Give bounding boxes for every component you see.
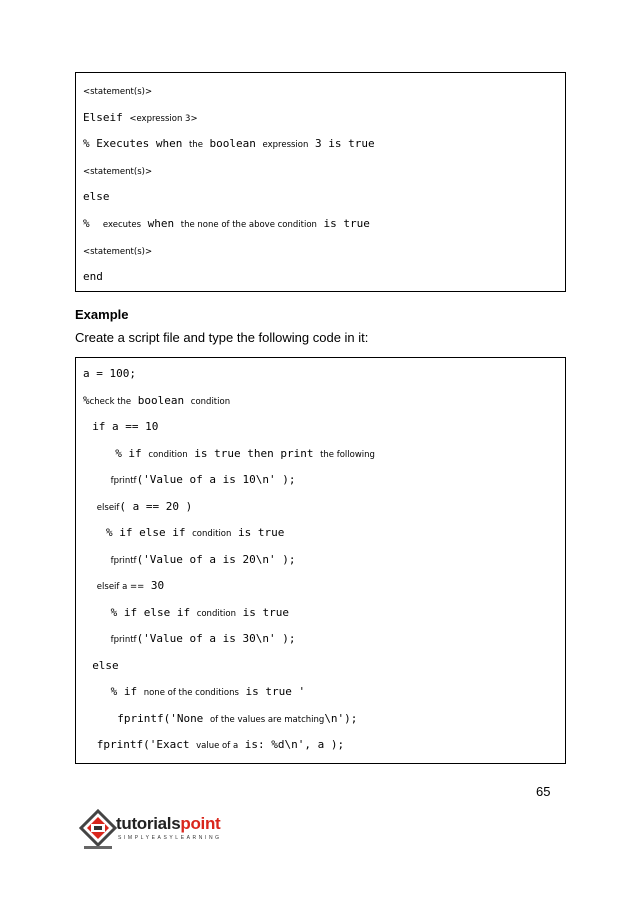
code-token: when	[141, 217, 181, 230]
code-token: condition	[192, 529, 232, 539]
code-token: elseif a ==	[96, 582, 145, 592]
code-token: condition	[148, 449, 188, 460]
code-line	[97, 738, 344, 753]
tutorialspoint-logo	[78, 808, 238, 854]
code-token: is true then print	[187, 446, 321, 460]
example-intro: Create a script file and type the following code in it:	[75, 330, 369, 345]
syntax-box	[75, 72, 566, 292]
code-line	[92, 420, 158, 434]
code-line	[111, 712, 358, 727]
code-token: <statement(s)>	[83, 246, 153, 257]
code-token: elseif	[96, 502, 120, 513]
code-token: % Executes when	[83, 137, 189, 151]
code-token: is true	[316, 217, 370, 230]
logo-tagline: SIMPLYEASYLEARNING	[118, 835, 222, 841]
code-token: the	[188, 140, 203, 151]
code-token: 3 is true	[308, 137, 375, 151]
code-line	[111, 606, 289, 621]
code-token: 30	[144, 579, 165, 592]
code-token: <statement(s)>	[83, 166, 153, 177]
code-token: <expression 3>	[129, 113, 198, 124]
code-token: \n');	[324, 711, 358, 725]
code-line	[111, 632, 296, 647]
code-token: fprintf	[110, 476, 137, 486]
logo-wordmark: tutorialspoint	[116, 814, 221, 833]
example-heading: Example	[75, 307, 129, 322]
code-token: boolean	[131, 393, 191, 407]
code-token: if a == 10	[92, 420, 159, 433]
code-token: is true	[236, 605, 289, 619]
code-token: boolean	[202, 137, 263, 151]
code-token: is: %d\n', a );	[238, 738, 345, 751]
code-token: executes	[102, 220, 142, 230]
code-line	[97, 579, 164, 594]
code-token: is true	[231, 526, 285, 539]
code-token: ( a == 20 )	[119, 499, 193, 513]
code-line	[83, 164, 152, 179]
code-token: ('Value of a is 30\n' );	[136, 632, 296, 645]
code-token: % if	[115, 446, 149, 460]
code-token: check the	[89, 396, 132, 407]
code-token: fprintf('None	[110, 711, 210, 725]
code-token: % if else if	[106, 526, 193, 539]
code-line	[83, 111, 198, 126]
code-line	[83, 217, 370, 232]
code-token: the none of the above condition	[180, 220, 317, 230]
code-line	[97, 500, 192, 515]
code-line	[83, 270, 103, 284]
code-token: condition	[196, 608, 236, 619]
code-token: else	[83, 190, 110, 204]
code-token: expression	[262, 140, 309, 151]
code-token: the following	[320, 449, 375, 460]
code-token: ('Value of a is 10\n' );	[136, 473, 296, 486]
code-line	[83, 367, 136, 381]
code-token: %	[83, 217, 103, 230]
code-line	[111, 553, 296, 568]
code-line	[83, 84, 152, 99]
code-token: <statement(s)>	[83, 87, 153, 97]
code-box	[75, 357, 566, 764]
code-token: end	[83, 270, 103, 284]
code-token: %	[83, 393, 90, 407]
code-line	[83, 137, 375, 152]
code-token: Elseif	[83, 110, 130, 124]
code-token: else	[92, 658, 119, 672]
code-token: none of the conditions	[143, 688, 239, 698]
code-line	[83, 394, 230, 409]
code-token: value of a	[196, 741, 239, 751]
page-number: 65	[536, 784, 551, 799]
code-token: of the values are matching	[209, 714, 325, 725]
code-token: % if else if	[110, 605, 197, 619]
code-line	[111, 473, 296, 488]
code-line	[115, 447, 375, 462]
code-token: condition	[190, 396, 231, 407]
code-line	[92, 659, 119, 673]
code-line	[106, 526, 284, 541]
code-token: is true '	[238, 685, 306, 698]
code-token: fprintf	[110, 635, 137, 645]
code-line	[83, 190, 110, 204]
code-token: a = 100;	[83, 367, 136, 380]
code-token: ('Value of a is 20\n' );	[136, 552, 296, 566]
code-line	[83, 244, 152, 259]
logo-emblem-icon	[78, 808, 118, 852]
code-token: fprintf('Exact	[96, 738, 197, 751]
code-token: fprintf	[110, 555, 137, 566]
code-line	[111, 685, 306, 700]
code-token: % if	[110, 685, 144, 698]
